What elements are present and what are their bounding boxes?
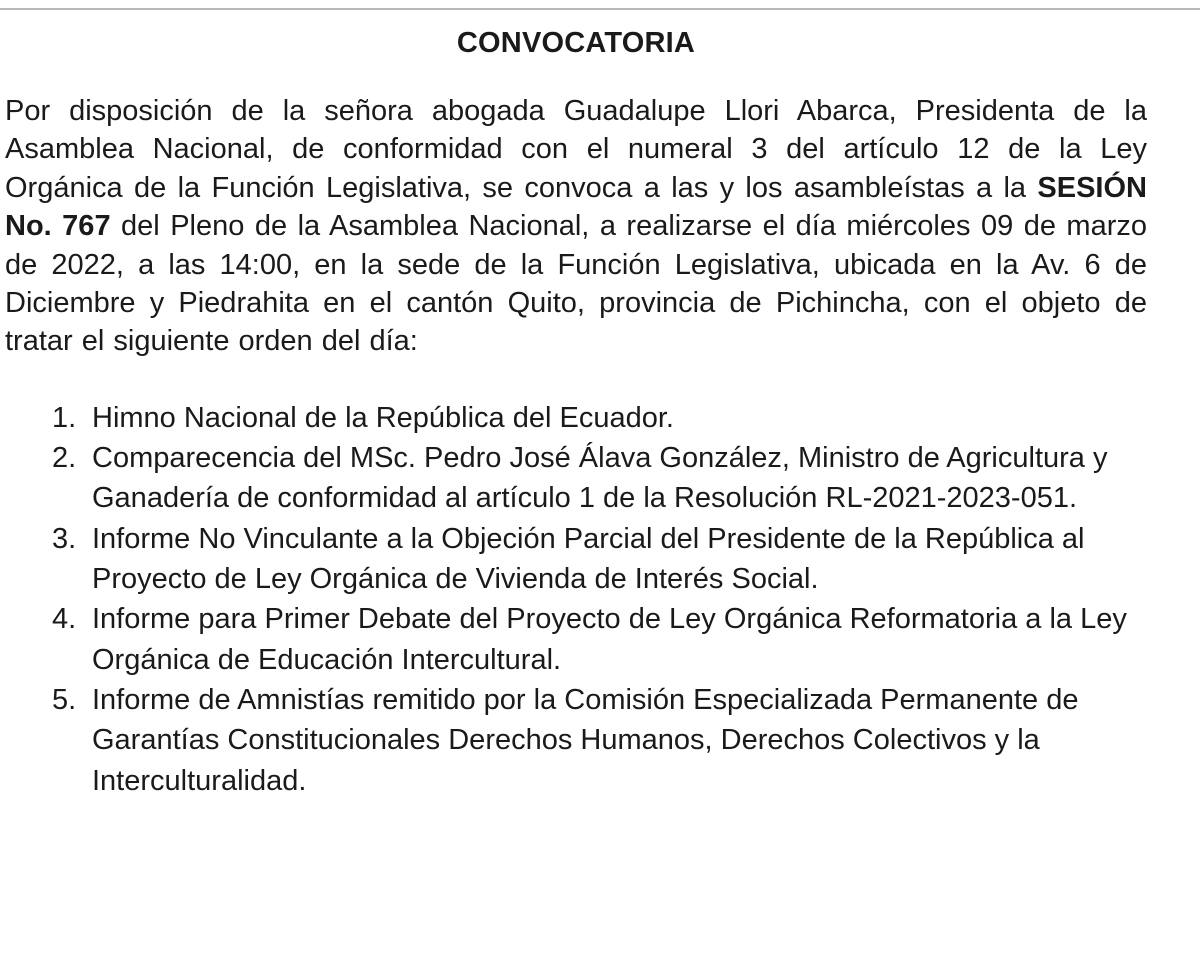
agenda-item-number: 2. — [52, 442, 77, 475]
agenda-item — [5, 438, 1147, 519]
agenda-item — [5, 398, 1147, 438]
agenda-item — [5, 519, 1147, 600]
agenda-item-number: 5. — [52, 683, 77, 716]
agenda-item-text: Comparecencia del MSc. Pedro José Álava González, Ministro de Agricultura y Ganadería de conformidad al artículo 1 de la Resolución RL-2021-2023-051. — [92, 442, 1108, 515]
agenda-item-number: 3. — [52, 522, 77, 555]
agenda-item — [5, 599, 1147, 680]
agenda-item-number: 1. — [52, 401, 77, 434]
paragraph-text-end: del Pleno de la Asamblea Nacional, a realizarse el día miércoles 09 de marzo de 2022, a las 14:00, en la sede de la Función Legislativa, ubicada en la Av. 6 de Diciembre y Piedrahita en el cantón Quito, provincia de Pichincha, con el objeto de tratar el siguiente orden del día: — [5, 210, 1147, 358]
document-title: CONVOCATORIA — [456, 27, 696, 59]
agenda-item-text: Informe No Vinculante a la Objeción Parcial del Presidente de la República al Proyecto de Ley Orgánica de Vivienda de Interés Social. — [92, 522, 1085, 596]
agenda-item — [5, 680, 1147, 801]
convocation-paragraph — [5, 92, 1147, 361]
agenda-item-text: Informe para Primer Debate del Proyecto de Ley Orgánica Reformatoria a la Ley Orgánica de Educación Intercultural. — [92, 603, 1127, 676]
agenda-item-number: 4. — [52, 603, 77, 636]
document-body — [5, 24, 1147, 801]
agenda-list — [5, 398, 1147, 801]
session-number: SESIÓN No. 767 — [5, 171, 1147, 243]
paragraph-text-start: Por disposición de la señora abogada Guadalupe Llori Abarca, Presidenta de la Asamblea Nacional, de conformidad con el numeral 3 del artículo 12 de la Ley Orgánica de la Función Legislativa, se convoca a las y los asambleístas a la — [5, 95, 1147, 204]
top-divider — [0, 8, 1200, 10]
agenda-item-text: Informe de Amnistías remitido por la Comisión Especializada Permanente de Garantías Constitucionales Derechos Humanos, Derechos Colectivos y la Interculturalidad. — [92, 683, 1079, 797]
agenda-item-text: Himno Nacional de la República del Ecuador. — [92, 401, 674, 434]
